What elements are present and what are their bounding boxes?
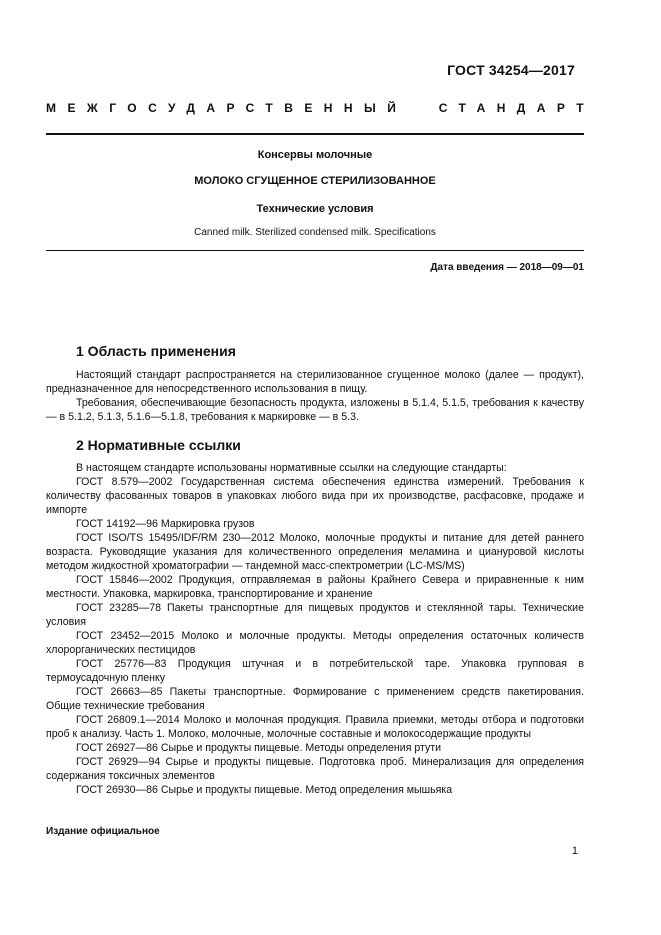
reference-item: ГОСТ 26929—94 Сырье и продукты пищевые. Подготовка проб. Минерализация для определения содержания токсичных элементов (46, 756, 584, 782)
section-2-body (46, 461, 584, 797)
reference-item: ГОСТ 26663—85 Пакеты транспортные. Формирование с применением средств пакетирования. Общие технические требования (46, 686, 584, 712)
document-category: Консервы молочные (257, 149, 373, 161)
document-subtitle: Технические условия (256, 203, 374, 215)
reference-item: ГОСТ 8.579—2002 Государственная система обеспечения единства измерений. Требования к количеству фасованных товаров в упаковках любого вида при их производстве, расфасовке, продаже и импорте (46, 476, 584, 516)
section-1-heading: 1 Область применения (76, 343, 236, 359)
section-1-paragraph: Настоящий стандарт распространяется на стерилизованное сгущенное молоко (далее — продукт), предназначенное для непосредственного использования в пищу. (46, 369, 584, 395)
introduction-date: Дата введения — 2018—09—01 (430, 262, 584, 273)
title-divider (46, 250, 584, 251)
page-number: 1 (571, 845, 578, 857)
standard-word: СТАНДАРТ (438, 101, 595, 115)
reference-item: ГОСТ 25776—83 Продукция штучная и в потребительской таре. Упаковка групповая в термоусадочную пленку (46, 658, 584, 684)
section-1-body (46, 368, 584, 424)
reference-item: ГОСТ 26927—86 Сырье и продукты пищевые. Методы определения ртути (76, 742, 442, 754)
reference-item: ГОСТ 23285—78 Пакеты транспортные для пищевых продуктов и стеклянной тары. Технические условия (46, 602, 584, 628)
reference-item: ГОСТ 14192—96 Маркировка грузов (76, 518, 255, 530)
interstate-word: МЕЖГОСУДАРСТВЕННЫЙ (46, 101, 408, 115)
section-1-paragraph: Требования, обеспечивающие безопасность продукта, изложены в 5.1.4, 5.1.5, требования к качеству — в 5.1.2, 5.1.3, 5.1.6—5.1.8, требования к маркировке — в 5.3. (46, 397, 584, 423)
section-2-heading: 2 Нормативные ссылки (76, 437, 241, 453)
reference-item: ГОСТ ISO/TS 15495/IDF/RM 230—2012 Молоко, молочные продукты и питание для детей раннего возраста. Руководящие указания для количественного определения меламина и циануровой кислоты методом жидкостной хроматографии — тандемной масс-спектрометрии (LC-MS/MS) (46, 532, 584, 572)
reference-item: ГОСТ 26930—86 Сырье и продукты пищевые. Метод определения мышьяка (76, 784, 453, 796)
english-title: Canned milk. Sterilized condensed milk. Specifications (194, 227, 436, 238)
reference-item: ГОСТ 23452—2015 Молоко и молочные продукты. Методы определения остаточных количеств хлорорганических пестицидов (46, 630, 584, 656)
document-title: МОЛОКО СГУЩЕННОЕ СТЕРИЛИЗОВАННОЕ (194, 175, 436, 187)
official-edition-label: Издание официальное (46, 826, 160, 837)
reference-item: ГОСТ 26809.1—2014 Молоко и молочная продукция. Правила приемки, методы отбора и подготовки проб к анализу. Часть 1. Молоко, молочные, молочные составные и молокосодержащие продукты (46, 714, 584, 740)
reference-item: ГОСТ 15846—2002 Продукция, отправляемая в районы Крайнего Севера и приравненные к ним местности. Упаковка, маркировка, транспортирование и хранение (46, 574, 584, 600)
standard-code: ГОСТ 34254—2017 (447, 62, 575, 78)
header-divider (46, 133, 584, 135)
section-2-intro: В настоящем стандарте использованы нормативные ссылки на следующие стандарты: (76, 462, 507, 474)
